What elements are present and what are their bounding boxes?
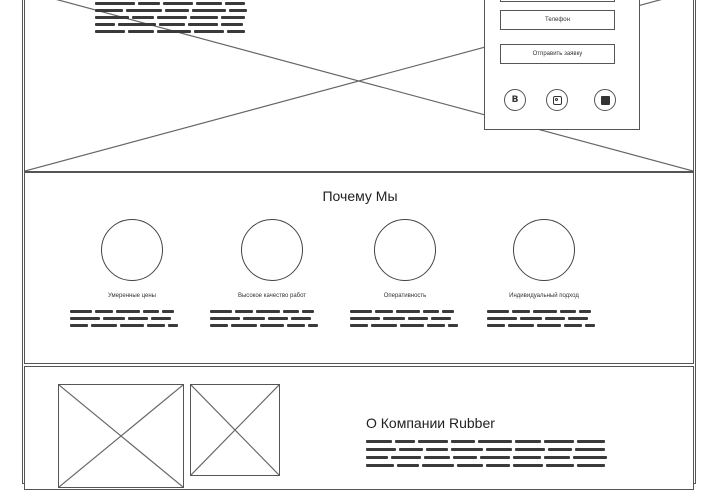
feature-2-text	[210, 310, 318, 327]
about-image-small-placeholder	[190, 384, 280, 476]
hero-text-block	[95, 2, 247, 33]
about-text-block	[366, 440, 607, 467]
feature-4-icon	[513, 219, 575, 281]
feature-4-label: Индивидуальный подход	[509, 293, 579, 299]
feature-3-text	[350, 310, 458, 327]
feature-3-icon	[374, 219, 436, 281]
submit-request-button[interactable]: Отправить заявку	[500, 44, 615, 64]
feature-3-label: Оперативность	[383, 293, 427, 299]
feature-2-label: Высокое качество работ	[237, 293, 307, 299]
phone-field[interactable]: Телефон	[500, 10, 615, 30]
about-image-large-placeholder	[58, 384, 184, 488]
feature-1-text	[70, 310, 178, 327]
linkedin-icon[interactable]	[594, 89, 616, 111]
about-title: О Компании Rubber	[366, 415, 495, 431]
feature-4-text	[487, 310, 595, 327]
form-top-field[interactable]	[500, 0, 615, 2]
feature-2-icon	[241, 219, 303, 281]
camera-icon[interactable]	[546, 89, 568, 111]
b-icon[interactable]: B	[504, 89, 526, 111]
why-us-title: Почему Мы	[322, 188, 398, 204]
feature-1-label: Умеренные цены	[108, 293, 156, 299]
feature-1-icon	[101, 219, 163, 281]
